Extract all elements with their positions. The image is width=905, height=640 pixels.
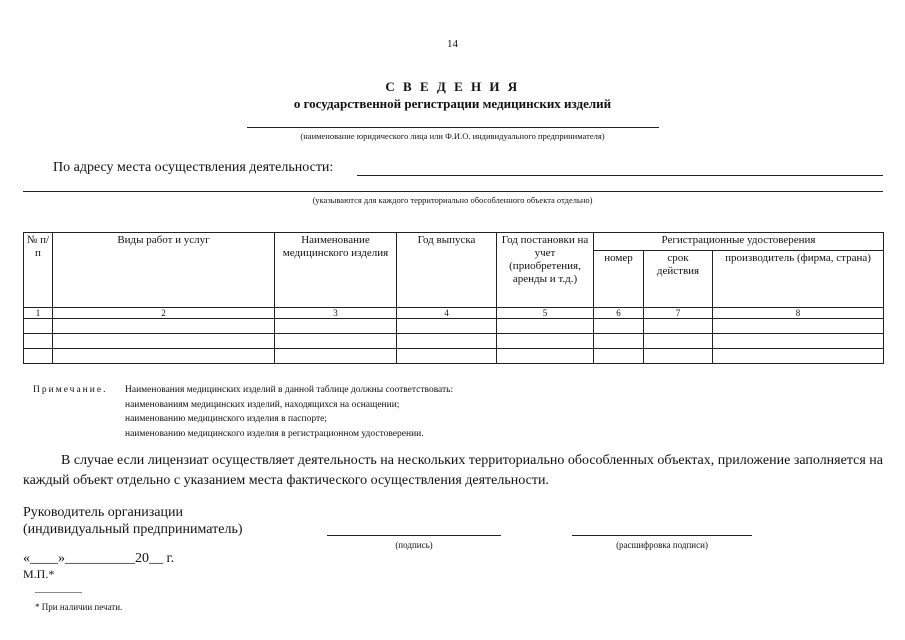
table-cell[interactable] <box>275 349 397 364</box>
address-label: По адресу места осуществления деятельности: <box>53 160 334 175</box>
signature-line[interactable] <box>327 535 501 536</box>
col-num: 4 <box>397 308 497 319</box>
table-cell[interactable] <box>275 319 397 334</box>
entity-name-line[interactable] <box>247 127 659 128</box>
head-title-line1: Руководитель организации <box>23 505 183 520</box>
header-no: № п/п <box>24 233 53 308</box>
table-cell[interactable] <box>275 334 397 349</box>
column-numbers-row <box>24 308 884 319</box>
col-num: 8 <box>713 308 884 319</box>
note-block <box>33 383 453 441</box>
registration-table <box>23 232 884 364</box>
table-cell[interactable] <box>713 334 884 349</box>
note-line: Наименования медицинских изделий в данной таблице должны соответствовать: <box>125 385 454 395</box>
table-cell[interactable] <box>397 319 497 334</box>
signature-decode-line[interactable] <box>572 535 752 536</box>
signature-decode-caption: (расшифровка подписи) <box>616 540 708 550</box>
date-line[interactable]: «____»__________20__ г. <box>23 551 175 566</box>
header-year: Год выпуска <box>397 233 497 308</box>
table-row[interactable] <box>24 319 884 334</box>
instruction-paragraph: В случае если лицензиат осуществляет деятельность на нескольких территориально обособленных объектах, приложение заполняется на каждый объект отдельно с указанием места фактического осуществления деятельности. <box>23 453 883 488</box>
table-cell[interactable] <box>594 349 644 364</box>
table-cell[interactable] <box>53 334 275 349</box>
header-manufacturer: производитель (фирма, страна) <box>713 251 884 308</box>
col-num: 6 <box>594 308 644 319</box>
table-cell[interactable] <box>53 349 275 364</box>
col-num: 2 <box>53 308 275 319</box>
table-row[interactable] <box>24 349 884 364</box>
table-cell[interactable] <box>397 349 497 364</box>
table-cell[interactable] <box>24 349 53 364</box>
table-cell[interactable] <box>53 319 275 334</box>
header-cert-number: номер <box>594 251 644 308</box>
address-caption: (указываются для каждого территориально обособленного объекта отдельно) <box>312 195 593 205</box>
header-registration-year: Год постановки на учет (приобретения, аренды и т.д.) <box>497 233 594 308</box>
col-num: 7 <box>644 308 713 319</box>
header-cert-term: срок действия <box>644 251 713 308</box>
footnote: * При наличии печати. <box>35 602 123 612</box>
signature-caption: (подпись) <box>395 540 433 550</box>
note-line: наименованию медицинского изделия в паспорте; <box>125 414 327 424</box>
document-subtitle: о государственной регистрации медицинских изделий <box>293 96 612 111</box>
stamp-place: М.П.* <box>23 567 55 581</box>
table-cell[interactable] <box>713 349 884 364</box>
table-cell[interactable] <box>24 319 53 334</box>
table-cell[interactable] <box>644 349 713 364</box>
note-line: наименованию медицинского изделия в регистрационном удостоверении. <box>125 428 424 439</box>
header-certificates: Регистрационные удостоверения <box>594 233 884 251</box>
footnote-divider <box>35 592 82 593</box>
table-cell[interactable] <box>713 319 884 334</box>
head-title-line2: (индивидуальный предприниматель) <box>23 522 243 537</box>
note-label: Примечание. <box>33 385 108 395</box>
table-cell[interactable] <box>644 334 713 349</box>
table-cell[interactable] <box>497 319 594 334</box>
table-cell[interactable] <box>497 349 594 364</box>
col-num: 3 <box>275 308 397 319</box>
address-line[interactable] <box>357 175 883 176</box>
entity-caption: (наименование юридического лица или Ф.И.О. индивидуального предпринимателя) <box>300 131 605 141</box>
table-cell[interactable] <box>397 334 497 349</box>
table-cell[interactable] <box>497 334 594 349</box>
table-row[interactable] <box>24 334 884 349</box>
col-num: 5 <box>497 308 594 319</box>
header-device-name: Наименование медицинского изделия <box>275 233 397 308</box>
col-num: 1 <box>24 308 53 319</box>
header-works: Виды работ и услуг <box>53 233 275 308</box>
address-line-2[interactable] <box>23 191 883 192</box>
table-cell[interactable] <box>644 319 713 334</box>
table-cell[interactable] <box>24 334 53 349</box>
table-cell[interactable] <box>594 334 644 349</box>
page-number: 14 <box>447 38 458 50</box>
table-cell[interactable] <box>594 319 644 334</box>
note-line: наименованиям медицинских изделий, находящихся на оснащении; <box>125 399 400 410</box>
document-title: С В Е Д Е Н И Я <box>385 79 520 94</box>
